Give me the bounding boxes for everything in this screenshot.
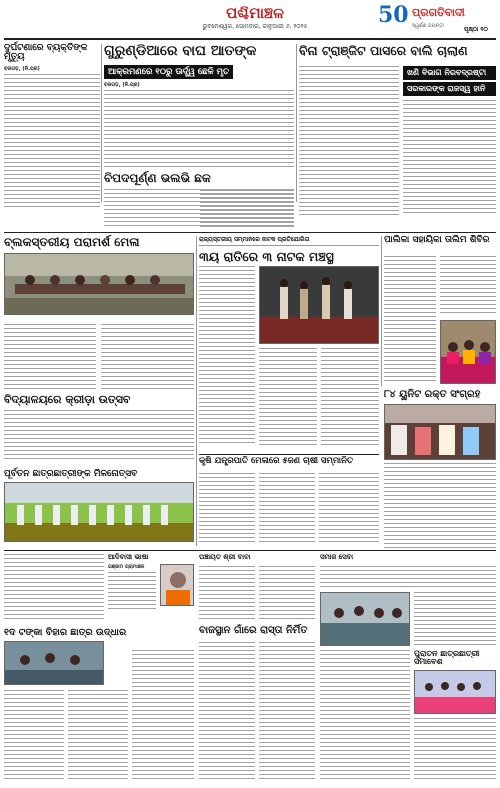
sub-headline-1-text: ଖଣି ବିଭାଗ ନିରବଦ୍ରଷ୍ଟା <box>403 66 496 80</box>
story-bottom-left <box>4 628 194 784</box>
story-alumni <box>4 470 194 546</box>
body-text <box>4 74 100 210</box>
alumni-photo-image <box>5 483 194 542</box>
headline: ବ୍ଲକସ୍ତରୀୟ ପରାମର୍ଶ ମେଳା <box>4 235 140 249</box>
section-rule <box>199 454 379 455</box>
blood-photo-image <box>385 405 496 460</box>
body-text <box>108 572 156 612</box>
headline: ୩ୟ ରାତିରେ ୩ ନାଟକ ମଞ୍ଚସ୍ଥ <box>199 249 334 264</box>
body-text-col1 <box>199 566 255 622</box>
body-text-col3 <box>132 650 194 782</box>
jubilee-logo <box>378 2 410 32</box>
story-left-top <box>4 44 100 202</box>
body-text-col2 <box>259 566 315 622</box>
bottom-left-photo <box>4 641 104 685</box>
drama-kicker: ରାଜ୍ୟସ୍ତରୀୟ ସମ୍ମାନରେ ନାଟକ ପ୍ରତିଯୋଗିତା <box>199 236 379 246</box>
headline: ୮୪ ୟୁନିଟ ରକ୍ତ ସଂଗ୍ରହ <box>384 389 481 400</box>
headline: କୃଷି ଯନ୍ତ୍ରପାତି ମେଳାରେ ୫ଜଣ ଚାଷୀ ସମ୍ମାନିତ <box>199 456 354 466</box>
story-sand <box>299 44 496 244</box>
headline: ବିପଦପୂର୍ଣ୍ଣ ଭଲଭି ଛକ <box>104 171 211 185</box>
sub-kicker: ଗଞ୍ଜାମ ଗ୍ରାମାଞ୍ଚଳ <box>108 564 145 571</box>
headline: ଗୁରୁଣ୍ଡିଆରେ ବାଘ ଆତଙ୍କ <box>104 43 257 59</box>
headline: ଦୁର୍ଘଟଣାରେ ବ୍ୟକ୍ତିଙ୍କ ମୃତ୍ୟୁ <box>4 43 88 63</box>
pallika-photo-image <box>441 321 496 384</box>
story-pallika <box>384 236 496 386</box>
story-block-camp <box>4 236 194 391</box>
headline: ପୂର୍ବତନ ଛାତ୍ରଛାତ୍ରୀଙ୍କ ମିଳନୋତ୍ସବ <box>4 469 138 479</box>
story-social <box>320 554 496 784</box>
blood-photo <box>384 404 496 460</box>
column-divider <box>101 44 102 202</box>
newspaper-name: ପ୍ରଗତିବାଦୀ <box>412 6 465 19</box>
camp-photo <box>4 253 194 315</box>
story-blood-units <box>384 390 496 550</box>
body-text-col1 <box>199 473 255 545</box>
sub-headline-2-text: ସରକାରଙ୍କ ରାଜସ୍ୱ ହାନି <box>403 82 496 96</box>
body-text-col2 <box>259 348 317 446</box>
portrait-photo <box>160 564 194 606</box>
story-sports <box>4 394 194 466</box>
sub-headline-1 <box>403 66 496 80</box>
drama-photo-1 <box>259 266 379 344</box>
column-divider <box>296 44 297 202</box>
body-text <box>4 554 104 622</box>
story-tiger <box>104 44 294 169</box>
headline: ବିନା ଟ୍ରାଞ୍ଜିଟ ପାସରେ ବାଲି ଚାଲାଣ <box>299 43 468 58</box>
body-text-col3 <box>199 642 255 782</box>
social-photo <box>320 592 410 646</box>
sub-headline-2 <box>403 82 496 96</box>
headline: ବିଦ୍ୟାଳୟରେ କ୍ରୀଡ଼ା ଉତ୍ସବ <box>4 393 131 406</box>
body-text-col3 <box>321 348 379 446</box>
alumni-photo <box>4 482 194 542</box>
story-portrait <box>108 554 194 624</box>
masthead-rule <box>4 38 496 40</box>
body-text-col3 <box>320 650 410 782</box>
body-text-col3 <box>319 473 379 545</box>
byline: ବରଗଡ଼, (ନି.ପ୍ର) <box>4 65 40 72</box>
camp-photo-image <box>5 254 194 315</box>
section-rule <box>4 550 496 551</box>
body-text-col4 <box>259 642 315 782</box>
story-farmers <box>199 457 379 547</box>
sub-headline: ଆକ୍ରମଣରେ ୧୦ରୁ ଊର୍ଦ୍ଧ୍ୱ ଛେଳି ମୃତ <box>104 65 233 79</box>
body-text <box>4 410 194 462</box>
column-divider <box>196 236 197 546</box>
body-text-col2 <box>414 592 496 646</box>
body-text <box>104 90 294 170</box>
portrait-photo-image <box>161 565 194 606</box>
dateline: ଭୁବନେଶ୍ୱର, ସୋମବାର, ଜାନୁଆରୀ ୬, ୨୦୨୫ <box>202 23 308 30</box>
body-text-col4 <box>414 718 496 782</box>
kicker: ସମାଜ ସେବା <box>320 553 354 561</box>
masthead <box>0 0 500 40</box>
body-text-col1 <box>4 324 96 390</box>
bottom-right-photo <box>414 670 496 714</box>
body-text-col2 <box>101 324 194 390</box>
body-text-col2 <box>440 256 496 316</box>
story-ganjam <box>4 554 104 624</box>
headline: ୧ଦ ଟଙ୍କା ବିହାର ଛାତ୍ର ଉଦ୍ଧାର <box>4 627 127 638</box>
section-rule <box>4 232 496 233</box>
section-name: ପଶ୍ଚିମାଞ୍ଚଳ <box>226 4 284 22</box>
body-text <box>384 463 496 549</box>
jubilee-number: 50 <box>378 2 409 28</box>
body-text-col1 <box>4 690 64 782</box>
headline: ପାଲିକା ସହାୟିକା ତାଲିମ ଶିବିର <box>384 235 490 245</box>
body-text-col1 <box>384 256 436 384</box>
drama-photo-1-image <box>260 267 379 344</box>
headline: ବାଜସ୍ଥାନ ଗାଁରେ ରାସ୍ତା ନିର୍ମିତ <box>199 625 308 636</box>
story-drama <box>199 236 379 451</box>
social-photo-image <box>321 593 410 646</box>
body-text <box>320 566 496 588</box>
kicker: ପଞ୍ଚାୟତ ଶ୍ରୀ ବାବା <box>199 553 251 561</box>
body-text-col2 <box>68 690 128 782</box>
headline: ପୁରାତନ ଛାତ୍ରଛାତ୍ରୀ ସମାବେଶ <box>414 649 480 667</box>
byline: ବରଗଡ଼, (ନି.ପ୍ର) <box>104 81 140 88</box>
body-text-col1 <box>199 266 255 446</box>
tagline: ସ୍ୱର୍ଣ୍ଣ ଜୟନ୍ତୀ <box>412 23 444 29</box>
body-text-col1 <box>299 66 399 216</box>
column-divider <box>381 236 382 386</box>
bottom-left-photo-image <box>5 642 104 685</box>
bottom-right-photo-image <box>415 671 496 714</box>
body-text-col2 <box>259 473 315 545</box>
pallika-photo <box>440 320 496 384</box>
kicker: ଆଦିବାସୀ ଭାଷା <box>108 553 149 561</box>
body-text-col2 <box>403 100 496 216</box>
dangerous-junction-col2 <box>200 190 294 228</box>
page-label: ପୃଷ୍ଠା ୧୦ <box>464 26 488 33</box>
